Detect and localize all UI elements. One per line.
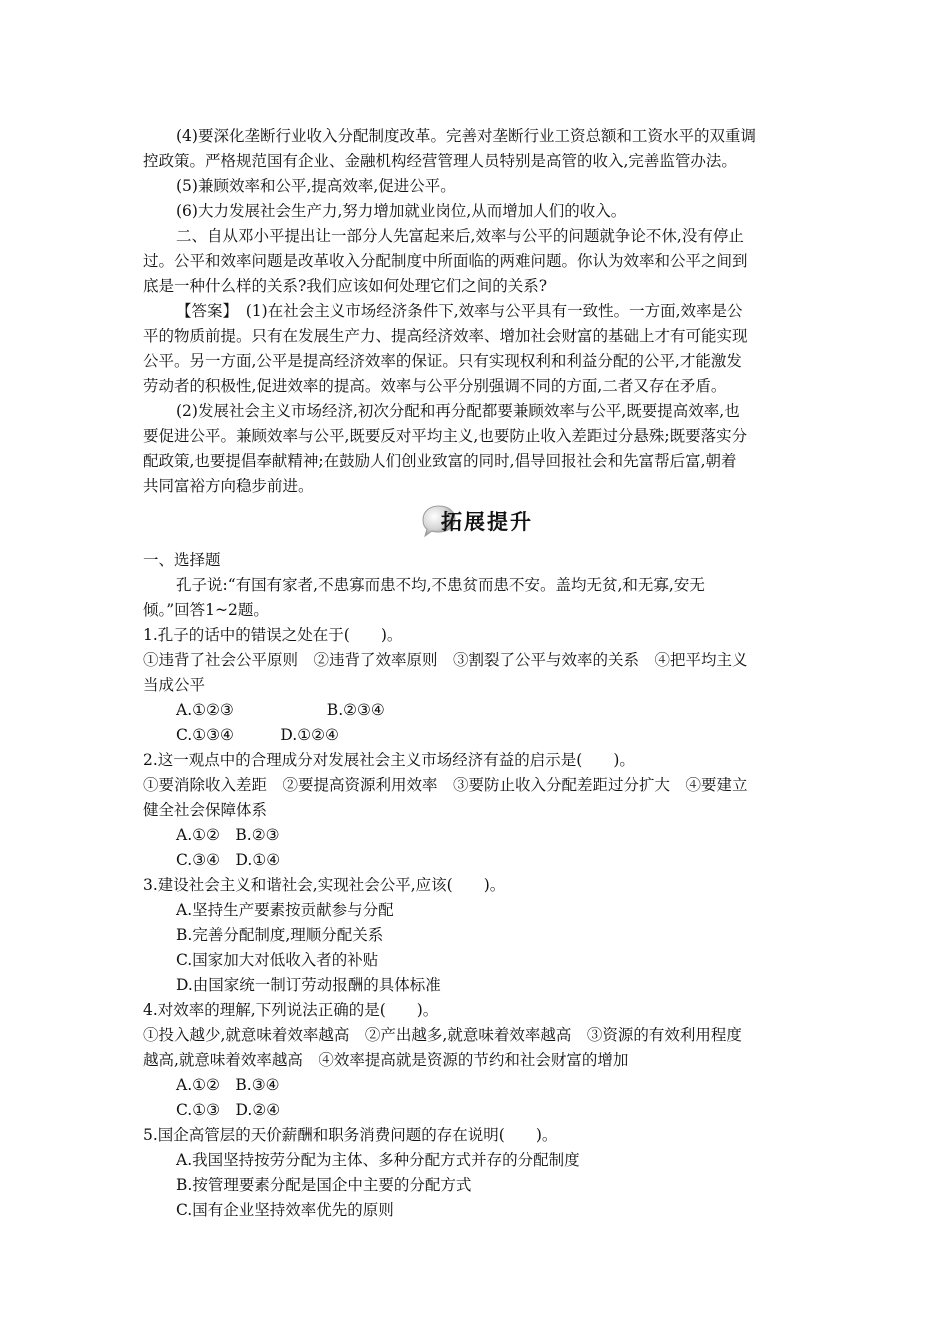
option-line: C.国有企业坚持效率优先的原则 xyxy=(176,1201,394,1219)
option-line: A.我国坚持按劳分配为主体、多种分配方式并存的分配制度 xyxy=(176,1151,580,1169)
answer-line: 劳动者的积极性,促进效率的提高。效率与公平分别强调不同的方面,二者又存在矛盾。 xyxy=(143,377,727,395)
answer-line: 公平。另一方面,公平是提高经济效率的保证。只有实现权利和利益分配的公平,才能激发 xyxy=(143,352,742,370)
section-heading-text: 拓展提升 xyxy=(441,510,533,534)
option-line: C.③④ D.①④ xyxy=(176,851,281,869)
question-line: 底是一种什么样的关系?我们应该如何处理它们之间的关系? xyxy=(143,277,548,295)
question-stem: 倾。”回答1~2题。 xyxy=(143,601,269,619)
question-stem: 孔子说:“有国有家者,不患寡而患不均,不患贫而患不安。盖均无贫,和无寡,安无 xyxy=(176,576,705,594)
paragraph-line: (5)兼顾效率和公平,提高效率,促进公平。 xyxy=(176,177,456,195)
option-line: B.完善分配制度,理顺分配关系 xyxy=(176,926,384,944)
answer-line: 配政策,也要提倡奉献精神;在鼓励人们创业致富的同时,倡导回报社会和先富帮后富,朝着 xyxy=(143,452,737,470)
question-line: 1.孔子的话中的错误之处在于( )。 xyxy=(143,626,403,644)
option-line: A.①② B.③④ xyxy=(176,1076,280,1094)
option-line: C.国家加大对低收入者的补贴 xyxy=(176,951,379,969)
statement-line: ①要消除收入差距 ②要提高资源利用效率 ③要防止收入分配差距过分扩大 ④要建立 xyxy=(143,776,748,794)
answer-line: 平的物质前提。只有在发展生产力、提高经济效率、增加社会财富的基础上才有可能实现 xyxy=(143,327,748,345)
option-line: C.①③④ D.①②④ xyxy=(176,726,339,744)
answer-line: 共同富裕方向稳步前进。 xyxy=(143,477,314,495)
paragraph-line: (6)大力发展社会生产力,努力增加就业岗位,从而增加人们的收入。 xyxy=(176,202,627,220)
option-line: A.①② B.②③ xyxy=(176,826,280,844)
question-line: 二、自从邓小平提出让一部分人先富起来后,效率与公平的问题就争论不休,没有停止 xyxy=(176,227,744,245)
answer-line: 【答案】 (1)在社会主义市场经济条件下,效率与公平具有一致性。一方面,效率是公 xyxy=(176,302,743,320)
question-line: 5.国企高管层的天价薪酬和职务消费问题的存在说明( )。 xyxy=(143,1126,558,1144)
section-heading xyxy=(419,504,539,540)
statement-line: ①违背了社会公平原则 ②违背了效率原则 ③割裂了公平与效率的关系 ④把平均主义 xyxy=(143,651,748,669)
paragraph-line: (4)要深化垄断行业收入分配制度改革。完善对垄断行业工资总额和工资水平的双重调 xyxy=(176,127,756,145)
option-line: A.坚持生产要素按贡献参与分配 xyxy=(176,901,394,919)
option-line: B.按管理要素分配是国企中主要的分配方式 xyxy=(176,1176,472,1194)
statement-line: 越高,就意味着效率越高 ④效率提高就是资源的节约和社会财富的增加 xyxy=(143,1051,629,1069)
option-line: A.①②③ B.②③④ xyxy=(176,701,385,719)
question-line: 2.这一观点中的合理成分对发展社会主义市场经济有益的启示是( )。 xyxy=(143,751,635,769)
statement-line: 当成公平 xyxy=(143,676,206,694)
option-line: D.由国家统一制订劳动报酬的具体标准 xyxy=(176,976,441,994)
answer-line: 要促进公平。兼顾效率与公平,既要反对平均主义,也要防止收入差距过分悬殊;既要落实分 xyxy=(143,427,748,445)
option-line: C.①③ D.②④ xyxy=(176,1101,281,1119)
question-line: 过。公平和效率问题是改革收入分配制度中所面临的两难问题。你认为效率和公平之间到 xyxy=(143,252,748,270)
question-line: 3.建设社会主义和谐社会,实现社会公平,应该( )。 xyxy=(143,876,506,894)
answer-line: (2)发展社会主义市场经济,初次分配和再分配都要兼顾效率与公平,既要提高效率,也 xyxy=(176,402,740,420)
question-line: 4.对效率的理解,下列说法正确的是( )。 xyxy=(143,1001,439,1019)
section-label: 一、选择题 xyxy=(143,551,221,569)
statement-line: ①投入越少,就意味着效率越高 ②产出越多,就意味着效率越高 ③资源的有效利用程度 xyxy=(143,1026,742,1044)
statement-line: 健全社会保障体系 xyxy=(143,801,268,819)
paragraph-line: 控政策。严格规范国有企业、金融机构经营管理人员特别是高管的收入,完善监管办法。 xyxy=(143,152,737,170)
